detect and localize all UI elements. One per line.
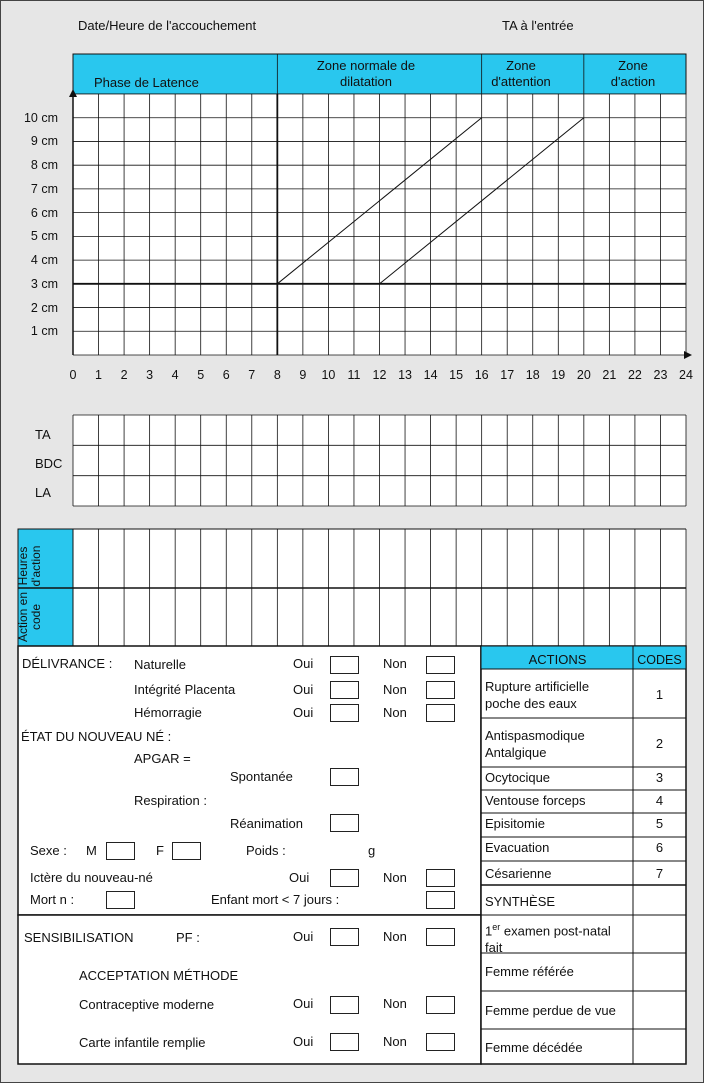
carte-non-checkbox[interactable] [426,1033,455,1051]
codes-header: CODES [637,653,682,667]
placenta-non-label: Non [383,682,407,697]
contraceptive-oui-label: Oui [293,996,314,1011]
action-code-5: 5 [655,816,664,831]
delivrance-title: DÉLIVRANCE : [22,656,113,671]
ta-entry-label: TA à l'entrée [502,18,574,33]
x-tick-label: 3 [146,368,154,382]
y-tick-label: 9 cm [30,134,58,149]
hemorragie-oui-checkbox[interactable] [330,704,359,722]
x-tick-label: 21 [602,368,617,382]
carte-oui-checkbox[interactable] [330,1033,359,1051]
x-tick-label: 13 [398,368,412,382]
placenta-oui-label: Oui [293,682,314,697]
carte-oui-label: Oui [293,1034,314,1049]
sensibilisation-title: SENSIBILISATION [24,930,134,945]
action-code-7: 7 [655,866,664,881]
vital-la-label: LA [35,485,51,500]
y-tick-label: 4 cm [30,253,58,268]
action-label-4: Ventouse forceps [485,793,586,808]
zone-latence: Phase de Latence [94,75,199,90]
sexe-m-label: M [86,843,97,858]
ictere-oui-label: Oui [289,870,310,885]
hemorragie-non-checkbox[interactable] [426,704,455,722]
poids-label: Poids : [246,843,286,858]
x-tick-label: 1 [95,368,102,382]
x-axis-arrow-icon [684,351,692,359]
naturelle-non-label: Non [383,656,407,671]
placenta-oui-checkbox[interactable] [330,681,359,699]
x-tick-label: 11 [347,368,361,382]
x-tick-label: 23 [653,368,668,382]
pf-label: PF : [176,930,200,945]
first-exam-label: 1er examen post-natal fait [485,922,611,956]
vital-bdc-label: BDC [35,456,63,471]
hemorragie-oui-label: Oui [293,705,314,720]
y-tick-label: 7 cm [30,181,58,196]
y-tick-label: 2 cm [30,300,58,315]
placenta-label: Intégrité Placenta [134,682,236,697]
apgar-label: APGAR = [134,751,191,766]
y-tick-label: 3 cm [30,276,58,291]
vital-ta-label: TA [35,427,51,442]
action-code-label: Action en code [16,591,43,643]
x-tick-label: 18 [525,368,540,382]
poids-unit: g [368,843,376,858]
sexe-f-checkbox[interactable] [172,842,201,860]
heures-action-label: Heures d'action [16,545,43,587]
x-tick-label: 19 [551,368,566,382]
ictere-oui-checkbox[interactable] [330,869,359,887]
carte-label: Carte infantile remplie [79,1035,206,1050]
action-label-2: Antispasmodique Antalgique [485,728,585,760]
x-tick-label: 8 [273,368,281,382]
action-label-1: Rupture artificielle poche des eaux [485,679,590,711]
naturelle-oui-checkbox[interactable] [330,656,359,674]
x-tick-label: 6 [222,368,230,382]
pf-oui-label: Oui [293,929,314,944]
femme-perdue-label: Femme perdue de vue [485,1003,616,1018]
x-tick-label: 16 [474,368,489,382]
sexe-m-checkbox[interactable] [106,842,135,860]
action-code-2: 2 [655,736,664,751]
action-label-7: Césarienne [485,866,552,881]
femme-referee-label: Femme référée [485,964,574,979]
zone-normale: Zone normale de dilatation [316,58,416,89]
x-tick-label: 2 [120,368,128,382]
date-label: Date/Heure de l'accouchement [78,18,257,33]
mort-n-label: Mort n : [30,892,75,907]
hemorragie-non-label: Non [383,705,407,720]
y-tick-label: 10 cm [23,110,58,125]
newborn-title: ÉTAT DU NOUVEAU NÉ : [21,729,172,744]
action-code-1: 1 [655,687,664,702]
zone-action: Zone d'action [610,58,656,89]
sexe-f-label: F [156,843,164,858]
x-tick-label: 22 [627,368,642,382]
action-code-3: 3 [655,770,664,785]
hemorragie-label: Hémorragie [134,705,202,720]
contraceptive-oui-checkbox[interactable] [330,996,359,1014]
ictere-non-checkbox[interactable] [426,869,455,887]
x-tick-label: 24 [679,368,693,382]
enfant-mort-checkbox[interactable] [426,891,455,909]
x-tick-label: 12 [372,368,387,382]
x-tick-label: 15 [449,368,464,382]
femme-decedee-label: Femme décédée [485,1040,583,1055]
x-tick-label: 14 [423,368,438,382]
actions-header: ACTIONS [528,652,587,667]
zone-attention: Zone d'attention [491,58,551,89]
x-tick-label: 0 [69,368,77,382]
x-tick-label: 4 [171,368,179,382]
naturelle-non-checkbox[interactable] [426,656,455,674]
contraceptive-label: Contraceptive moderne [79,997,215,1012]
respiration-label: Respiration : [134,793,207,808]
ictere-label: Ictère du nouveau-né [30,870,153,885]
action-code-6: 6 [655,840,664,855]
y-tick-label: 5 cm [30,229,58,244]
action-label-3: Ocytocique [485,770,551,785]
carte-non-label: Non [383,1034,407,1049]
spontanee-label: Spontanée [230,769,293,784]
reanimation-checkbox[interactable] [330,814,359,832]
x-tick-label: 17 [500,368,515,382]
y-tick-label: 8 cm [30,158,58,173]
pf-non-checkbox[interactable] [426,928,455,946]
naturelle-oui-label: Oui [293,656,314,671]
placenta-non-checkbox[interactable] [426,681,455,699]
contraceptive-non-checkbox[interactable] [426,996,455,1014]
x-tick-label: 9 [299,368,307,382]
x-tick-label: 5 [197,368,205,382]
ictere-non-label: Non [383,870,407,885]
contraceptive-non-label: Non [383,996,407,1011]
enfant-mort-label: Enfant mort < 7 jours : [211,892,340,907]
action-code-4: 4 [655,793,664,808]
x-tick-label: 20 [576,368,591,382]
y-tick-label: 6 cm [30,205,58,220]
y-tick-label: 1 cm [30,324,58,339]
pf-non-label: Non [383,929,407,944]
action-label-5: Episitomie [485,816,545,831]
pf-oui-checkbox[interactable] [330,928,359,946]
spontanee-checkbox[interactable] [330,768,359,786]
naturelle-label: Naturelle [134,657,187,672]
action-label-6: Evacuation [485,840,550,855]
sexe-label: Sexe : [30,843,67,858]
x-tick-label: 7 [248,368,256,382]
synthese-title: SYNTHÈSE [485,894,556,909]
reanimation-label: Réanimation [230,816,303,831]
acceptation-label: ACCEPTATION MÉTHODE [79,968,239,983]
mort-n-checkbox[interactable] [106,891,135,909]
x-tick-label: 10 [321,368,336,382]
